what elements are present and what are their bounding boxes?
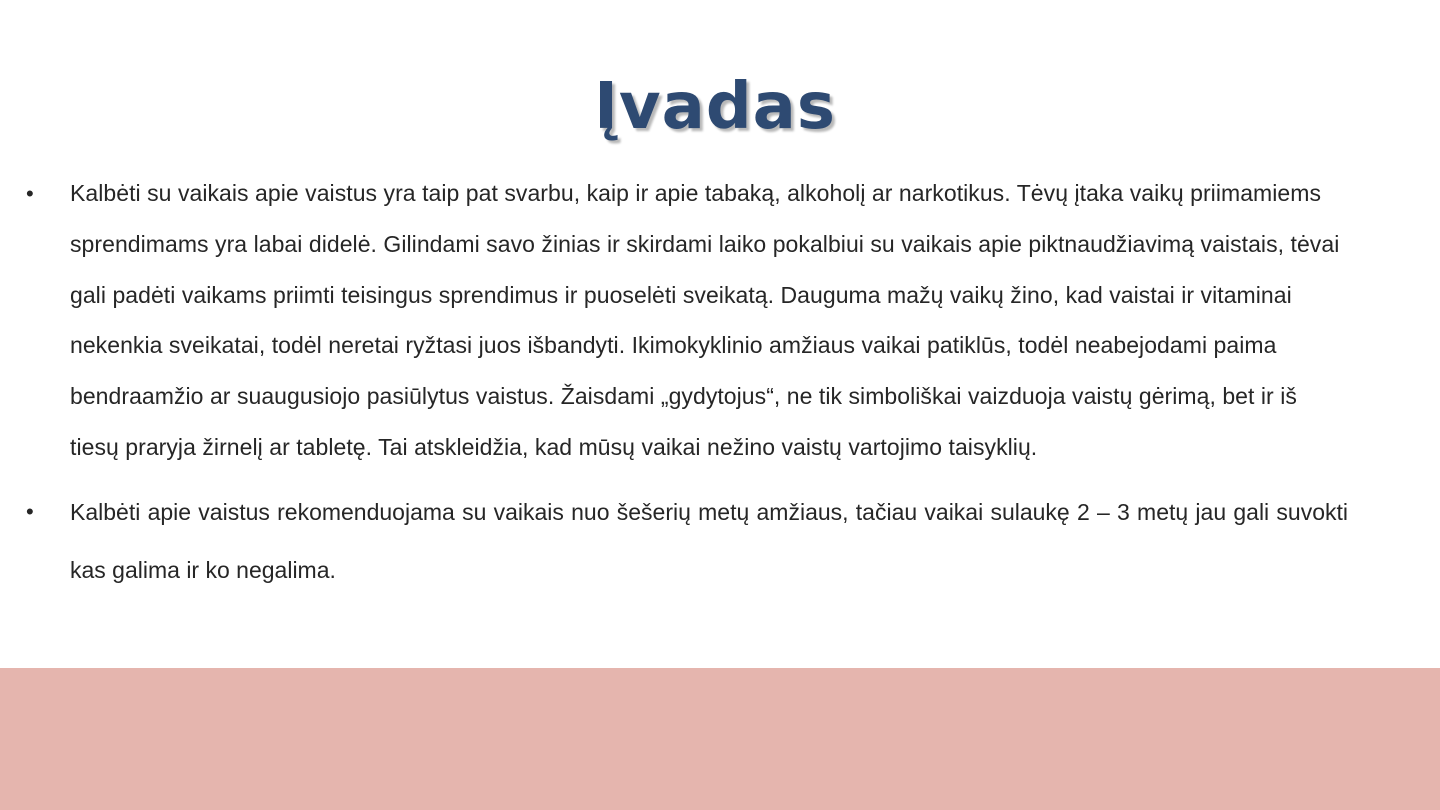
- bullet-dot-icon: •: [26, 181, 34, 206]
- bullet-text: Kalbėti apie vaistus rekomenduojama su vaikais nuo šešerių metų amžiaus, tačiau vaikai sulaukę 2 – 3 metų jau gali suvokti kas galima ir ko negalima.: [70, 498, 1348, 583]
- slide-content: [26, 168, 1348, 599]
- slide-title: Įvadas: [594, 70, 836, 144]
- bullet-text: Kalbėti su vaikais apie vaistus yra taip pat svarbu, kaip ir apie tabaką, alkoholį ar narkotikus. Tėvų įtaka vaikų priimamiems sprendimams yra labai didelė. Gilindami savo žinias ir skirdami laiko pokalbiui su vaikais apie piktnaudžiavimą vaistais, tėvai gali padėti vaikams priimti teisingus sprendimus ir puoselėti sveikatą. Dauguma mažų vaikų žino, kad vaistai ir vitaminai nekenkia sveikatai, todėl neretai ryžtasi juos išbandyti. Ikimokyklinio amžiaus vaikai patiklūs, todėl neabejodami paima bendraamžio ar suaugusiojo pasiūlytus vaistus. Žaisdami „gydytojus“, ne tik simboliškai vaizduoja vaistų gėrimą, bet ir iš tiesų praryja žirnelį ar tabletę. Tai atskleidžia, kad mūsų vaikai nežino vaistų vartojimo taisyklių.: [70, 180, 1340, 460]
- bullet-item: [26, 483, 1348, 599]
- bullet-dot-icon: •: [26, 498, 34, 524]
- bullet-item: [26, 168, 1348, 473]
- footer-band: [0, 668, 1440, 810]
